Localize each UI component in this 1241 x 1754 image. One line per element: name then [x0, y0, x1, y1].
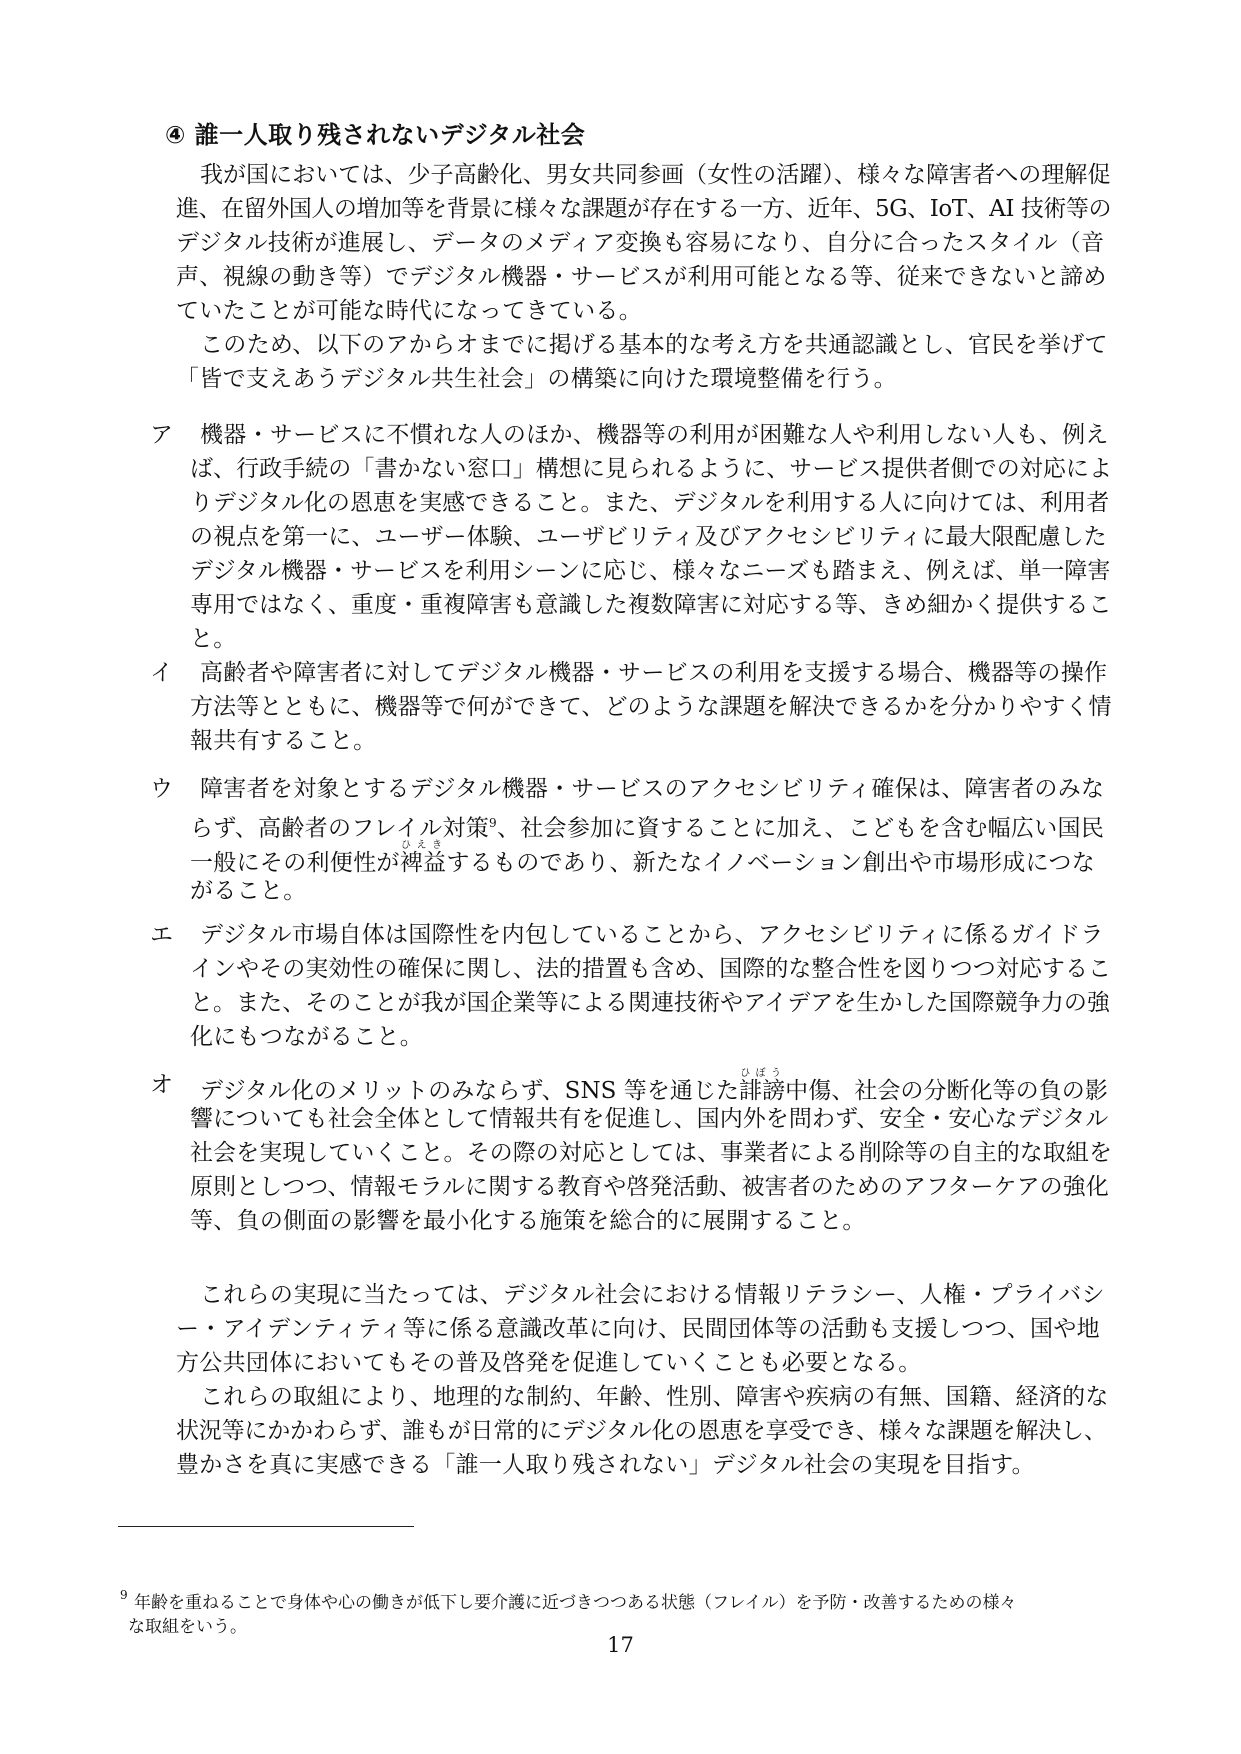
item-u-line: [190, 840, 1095, 880]
item-a-line: の視点を第一に、ユーザー体験、ユーザビリティ及びアクセシビリティに最大限配慮した: [190, 524, 1107, 550]
intro-line: 我が国においては、少子高齢化、男女共同参画（女性の活躍）、様々な障害者への理解促: [200, 162, 1111, 188]
item-e-line: 化にもつながること。: [190, 1024, 423, 1050]
item-u-text: らず、高齢者のフレイル対策: [190, 815, 489, 842]
ruby-base: 裨益: [399, 850, 447, 876]
item-a-line: デジタル機器・サービスを利用シーンに応じ、様々なニーズも踏まえ、例えば、単一障害: [190, 558, 1111, 584]
ruby-reading: ひぼう: [739, 1068, 786, 1079]
section-heading: ④ 誰一人取り残されないデジタル社会: [165, 121, 586, 149]
item-i-line: 高齢者や障害者に対してデジタル機器・サービスの利用を支援する場合、機器等の操作: [200, 660, 1108, 686]
item-u-text: するものであり、新たなイノベーション創出や市場形成につな: [446, 850, 1096, 876]
footnote-mark: 9: [120, 1588, 128, 1602]
item-i-line: 報共有すること。: [190, 728, 377, 754]
intro-line: ていたことが可能な時代になってきている。: [176, 298, 642, 324]
footnote-line: な取組をいう。: [128, 1617, 247, 1637]
item-a-line: と。: [190, 626, 237, 652]
item-e-line: インやその実効性の確保に関し、法的措置も含め、国際的な整合性を図りつつ対応するこ: [190, 956, 1112, 982]
footnote-rule: [118, 1526, 414, 1527]
closing-line: これらの取組により、地理的な制約、年齢、性別、障害や疾病の有無、国籍、経済的な: [200, 1384, 1109, 1410]
ruby-word: [739, 1068, 786, 1104]
intro-line: 進、在留外国人の増加等を背景に様々な課題が存在する一方、近年、5G、IoT、AI 技術等の: [176, 196, 1112, 222]
item-u-text: 、社会参加に資することに加え、こどもを含む幅広い国民: [496, 815, 1105, 842]
item-o-text: 中傷、社会の分断化等の負の影: [785, 1078, 1108, 1104]
intro-line: このため、以下のアからオまでに掲げる基本的な考え方を共通認識とし、官民を挙げて: [200, 332, 1108, 358]
item-label-a: ア: [150, 422, 173, 448]
ruby-reading: ひえき: [399, 840, 447, 851]
item-o-line: 社会を実現していくこと。その際の対応としては、事業者による削除等の自主的な取組を: [190, 1140, 1112, 1166]
closing-line: これらの実現に当たっては、デジタル社会における情報リテラシー、人権・プライバシ: [200, 1282, 1105, 1308]
item-e-line: デジタル市場自体は国際性を内包していることから、アクセシビリティに係るガイドラ: [200, 922, 1104, 948]
item-u-line: がること。: [190, 878, 307, 904]
intro-line: 「皆で支えあうデジタル共生社会」の構築に向けた環境整備を行う。: [176, 366, 897, 392]
footnote-line: 年齢を重ねることで身体や心の働きが低下し要介護に近づきつつある状態（フレイル）を予防・改善するための様々: [134, 1593, 1017, 1613]
ruby-base: 誹謗: [739, 1078, 786, 1104]
item-label-e: エ: [150, 922, 173, 948]
closing-line: 状況等にかかわらず、誰もが日常的にデジタル化の恩恵を享受でき、様々な課題を解決し、: [176, 1418, 1107, 1444]
item-label-i: イ: [150, 660, 173, 686]
item-u-text: 一般にその利便性が: [190, 850, 400, 876]
item-e-line: と。また、そのことが我が国企業等による関連技術やアイデアを生かした国際競争力の強: [190, 990, 1110, 1016]
ruby-word: [399, 840, 447, 876]
item-a-line: ば、行政手続の「書かない窓口」構想に見られるように、サービス提供者側での対応によ: [190, 456, 1112, 482]
item-o-line: 等、負の側面の影響を最小化する施策を総合的に展開すること。: [190, 1208, 866, 1234]
item-a-line: 専用ではなく、重度・重複障害も意識した複数障害に対応する等、きめ細かく提供するこ: [190, 592, 1112, 618]
item-label-u: ウ: [150, 776, 173, 802]
item-o-line: 原則としつつ、情報モラルに関する教育や啓発活動、被害者のためのアフターケアの強化: [190, 1174, 1109, 1200]
item-i-line: 方法等とともに、機器等で何ができて、どのような課題を解決できるかを分かりやすく情: [190, 694, 1112, 720]
page-number: 17: [607, 1633, 634, 1657]
closing-line: 豊かさを真に実感できる「誰一人取り残されない」デジタル社会の実現を目指す。: [176, 1452, 1035, 1478]
item-o-text: デジタル化のメリットのみならず、SNS 等を通じた: [200, 1078, 740, 1104]
intro-line: デジタル技術が進展し、データのメディア変換も容易になり、自分に合ったスタイル（音: [176, 230, 1105, 256]
item-label-o: オ: [150, 1072, 173, 1098]
closing-line: ー・アイデンティティ等に係る意識改革に向け、民間団体等の活動も支援しつつ、国や地: [176, 1316, 1100, 1342]
item-u-line: 障害者を対象とするデジタル機器・サービスのアクセシビリティ確保は、障害者のみな: [200, 776, 1105, 802]
item-a-line: 機器・サービスに不慣れな人のほか、機器等の利用が困難な人や利用しない人も、例え: [200, 422, 1109, 448]
item-a-line: りデジタル化の恩恵を実感できること。また、デジタルを利用する人に向けては、利用者: [190, 490, 1110, 516]
closing-line: 方公共団体においてもその普及啓発を促進していくことも必要となる。: [176, 1350, 922, 1376]
footnote-ref: 9: [489, 816, 497, 830]
intro-line: 声、視線の動き等）でデジタル機器・サービスが利用可能となる等、従来できないと諦め: [176, 264, 1107, 290]
item-o-line: 響についても社会全体として情報共有を促進し、国内外を問わず、安全・安心なデジタル: [190, 1106, 1109, 1132]
